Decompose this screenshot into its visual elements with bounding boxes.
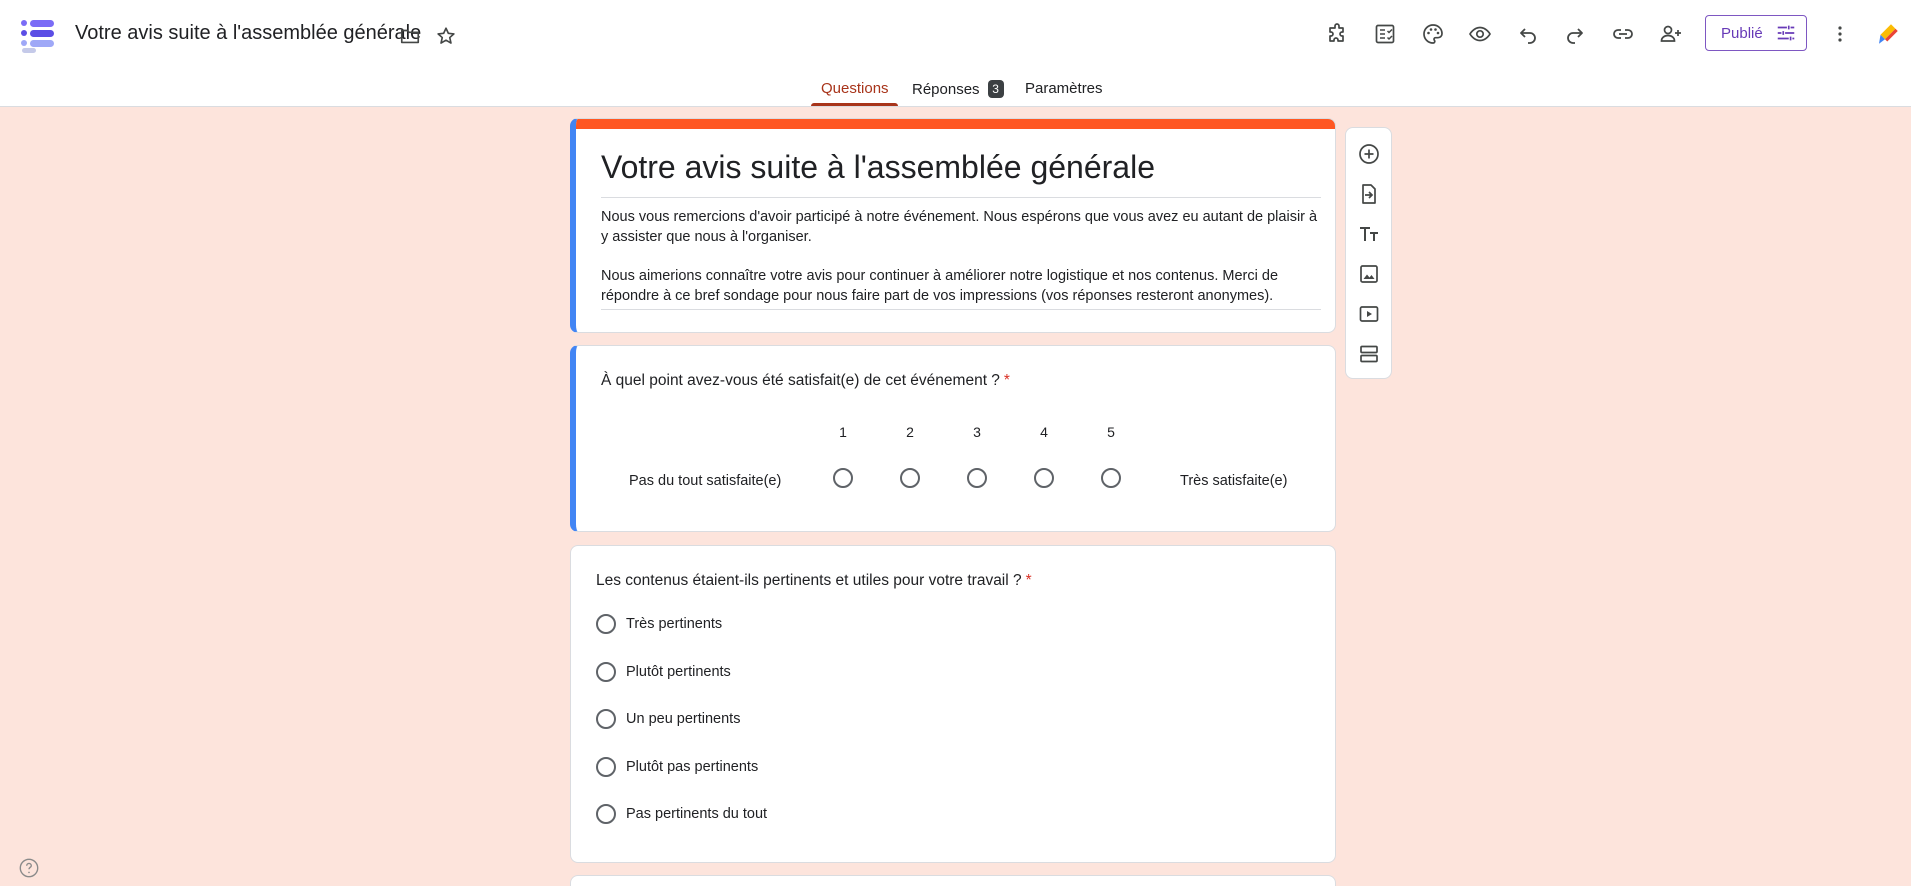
option-label: Plutôt pas pertinents xyxy=(626,759,759,775)
add-person-icon[interactable] xyxy=(1655,18,1687,50)
question-card-satisfaction[interactable] xyxy=(570,345,1336,532)
forms-logo-icon[interactable] xyxy=(20,18,56,54)
option-label: Pas pertinents du tout xyxy=(626,806,768,822)
form-title[interactable]: Votre avis suite à l'assemblée générale xyxy=(601,149,1155,185)
theme-accent-bar xyxy=(576,119,1335,129)
scale-number: 1 xyxy=(839,424,847,440)
tab-questions[interactable]: Questions xyxy=(821,80,889,97)
add-question-icon[interactable] xyxy=(1355,140,1383,168)
title-divider xyxy=(601,197,1321,198)
scale-number: 3 xyxy=(973,424,981,440)
option-not-relevant-at-all[interactable] xyxy=(596,803,767,825)
radio-button[interactable] xyxy=(596,709,616,729)
account-avatar[interactable] xyxy=(1872,18,1904,50)
scale-radio-1[interactable] xyxy=(833,468,853,488)
question-title-text: Les contenus étaient-ils pertinents et utiles pour votre travail ? xyxy=(596,572,1022,589)
scale-number: 5 xyxy=(1107,424,1115,440)
tab-bar xyxy=(0,70,1911,106)
radio-button[interactable] xyxy=(596,757,616,777)
radio-button[interactable] xyxy=(596,614,616,634)
scale-radio-2[interactable] xyxy=(900,468,920,488)
tab-responses[interactable] xyxy=(912,80,1004,98)
scale-low-label: Pas du tout satisfaite(e) xyxy=(629,473,782,489)
question-title-text: À quel point avez-vous été satisfait(e) de cet événement ? xyxy=(601,372,1000,389)
palette-icon[interactable] xyxy=(1417,18,1449,50)
publish-button[interactable] xyxy=(1705,15,1807,51)
radio-button[interactable] xyxy=(596,804,616,824)
folder-icon[interactable] xyxy=(398,24,422,48)
option-label: Très pertinents xyxy=(626,616,723,632)
option-rather-not-relevant[interactable] xyxy=(596,756,758,778)
radio-button[interactable] xyxy=(596,662,616,682)
help-icon[interactable] xyxy=(18,857,40,879)
option-label: Un peu pertinents xyxy=(626,711,741,727)
option-label: Plutôt pertinents xyxy=(626,664,731,680)
scrollbar[interactable] xyxy=(1906,108,1911,308)
option-somewhat-relevant[interactable] xyxy=(596,708,740,730)
tab-responses-label: Réponses xyxy=(912,81,980,98)
top-bar xyxy=(0,0,1911,107)
publish-label: Publié xyxy=(1721,24,1763,42)
description-paragraph: Nous vous remercions d'avoir participé à notre événement. Nous espérons que vous avez eu autant de plaisir à y assister que nous à l'organiser. xyxy=(601,209,1318,245)
quiz-icon[interactable] xyxy=(1369,18,1401,50)
import-questions-icon[interactable] xyxy=(1355,180,1383,208)
responses-count-badge: 3 xyxy=(988,80,1004,98)
add-image-icon[interactable] xyxy=(1355,260,1383,288)
add-title-icon[interactable] xyxy=(1355,220,1383,248)
star-icon[interactable] xyxy=(434,24,458,48)
link-icon[interactable] xyxy=(1607,18,1639,50)
scale-number: 4 xyxy=(1040,424,1048,440)
scale-radio-4[interactable] xyxy=(1034,468,1054,488)
required-mark: * xyxy=(1025,572,1032,589)
description-divider xyxy=(601,309,1321,310)
scale-high-label: Très satisfaite(e) xyxy=(1180,473,1288,489)
option-very-relevant[interactable] xyxy=(596,613,722,635)
side-toolbar xyxy=(1345,127,1392,379)
required-mark: * xyxy=(1003,372,1010,389)
scale-number: 2 xyxy=(906,424,914,440)
undo-icon[interactable] xyxy=(1512,18,1544,50)
tab-settings[interactable]: Paramètres xyxy=(1025,80,1103,97)
option-rather-relevant[interactable] xyxy=(596,661,731,683)
form-description[interactable] xyxy=(601,207,1326,325)
question-title xyxy=(596,572,1032,590)
puzzle-icon[interactable] xyxy=(1322,18,1354,50)
tab-active-indicator xyxy=(811,103,898,106)
redo-icon[interactable] xyxy=(1559,18,1591,50)
add-section-icon[interactable] xyxy=(1355,340,1383,368)
eye-icon[interactable] xyxy=(1464,18,1496,50)
question-title xyxy=(601,372,1010,390)
question-card-relevance[interactable] xyxy=(570,545,1336,863)
question-card-next[interactable] xyxy=(570,875,1336,886)
scale-radio-3[interactable] xyxy=(967,468,987,488)
add-video-icon[interactable] xyxy=(1355,300,1383,328)
more-vert-icon[interactable] xyxy=(1824,18,1856,50)
scale-radio-5[interactable] xyxy=(1101,468,1121,488)
form-header-card[interactable] xyxy=(570,118,1336,333)
tune-icon xyxy=(1775,22,1797,44)
doc-title[interactable]: Votre avis suite à l'assemblée générale xyxy=(75,22,422,44)
description-paragraph: Nous aimerions connaître votre avis pour continuer à améliorer notre logistique et nos contenus. Merci de répondre à ce bref sondage pour nous faire part de vos impressions (vos réponses resteront anonymes). xyxy=(601,268,1279,304)
